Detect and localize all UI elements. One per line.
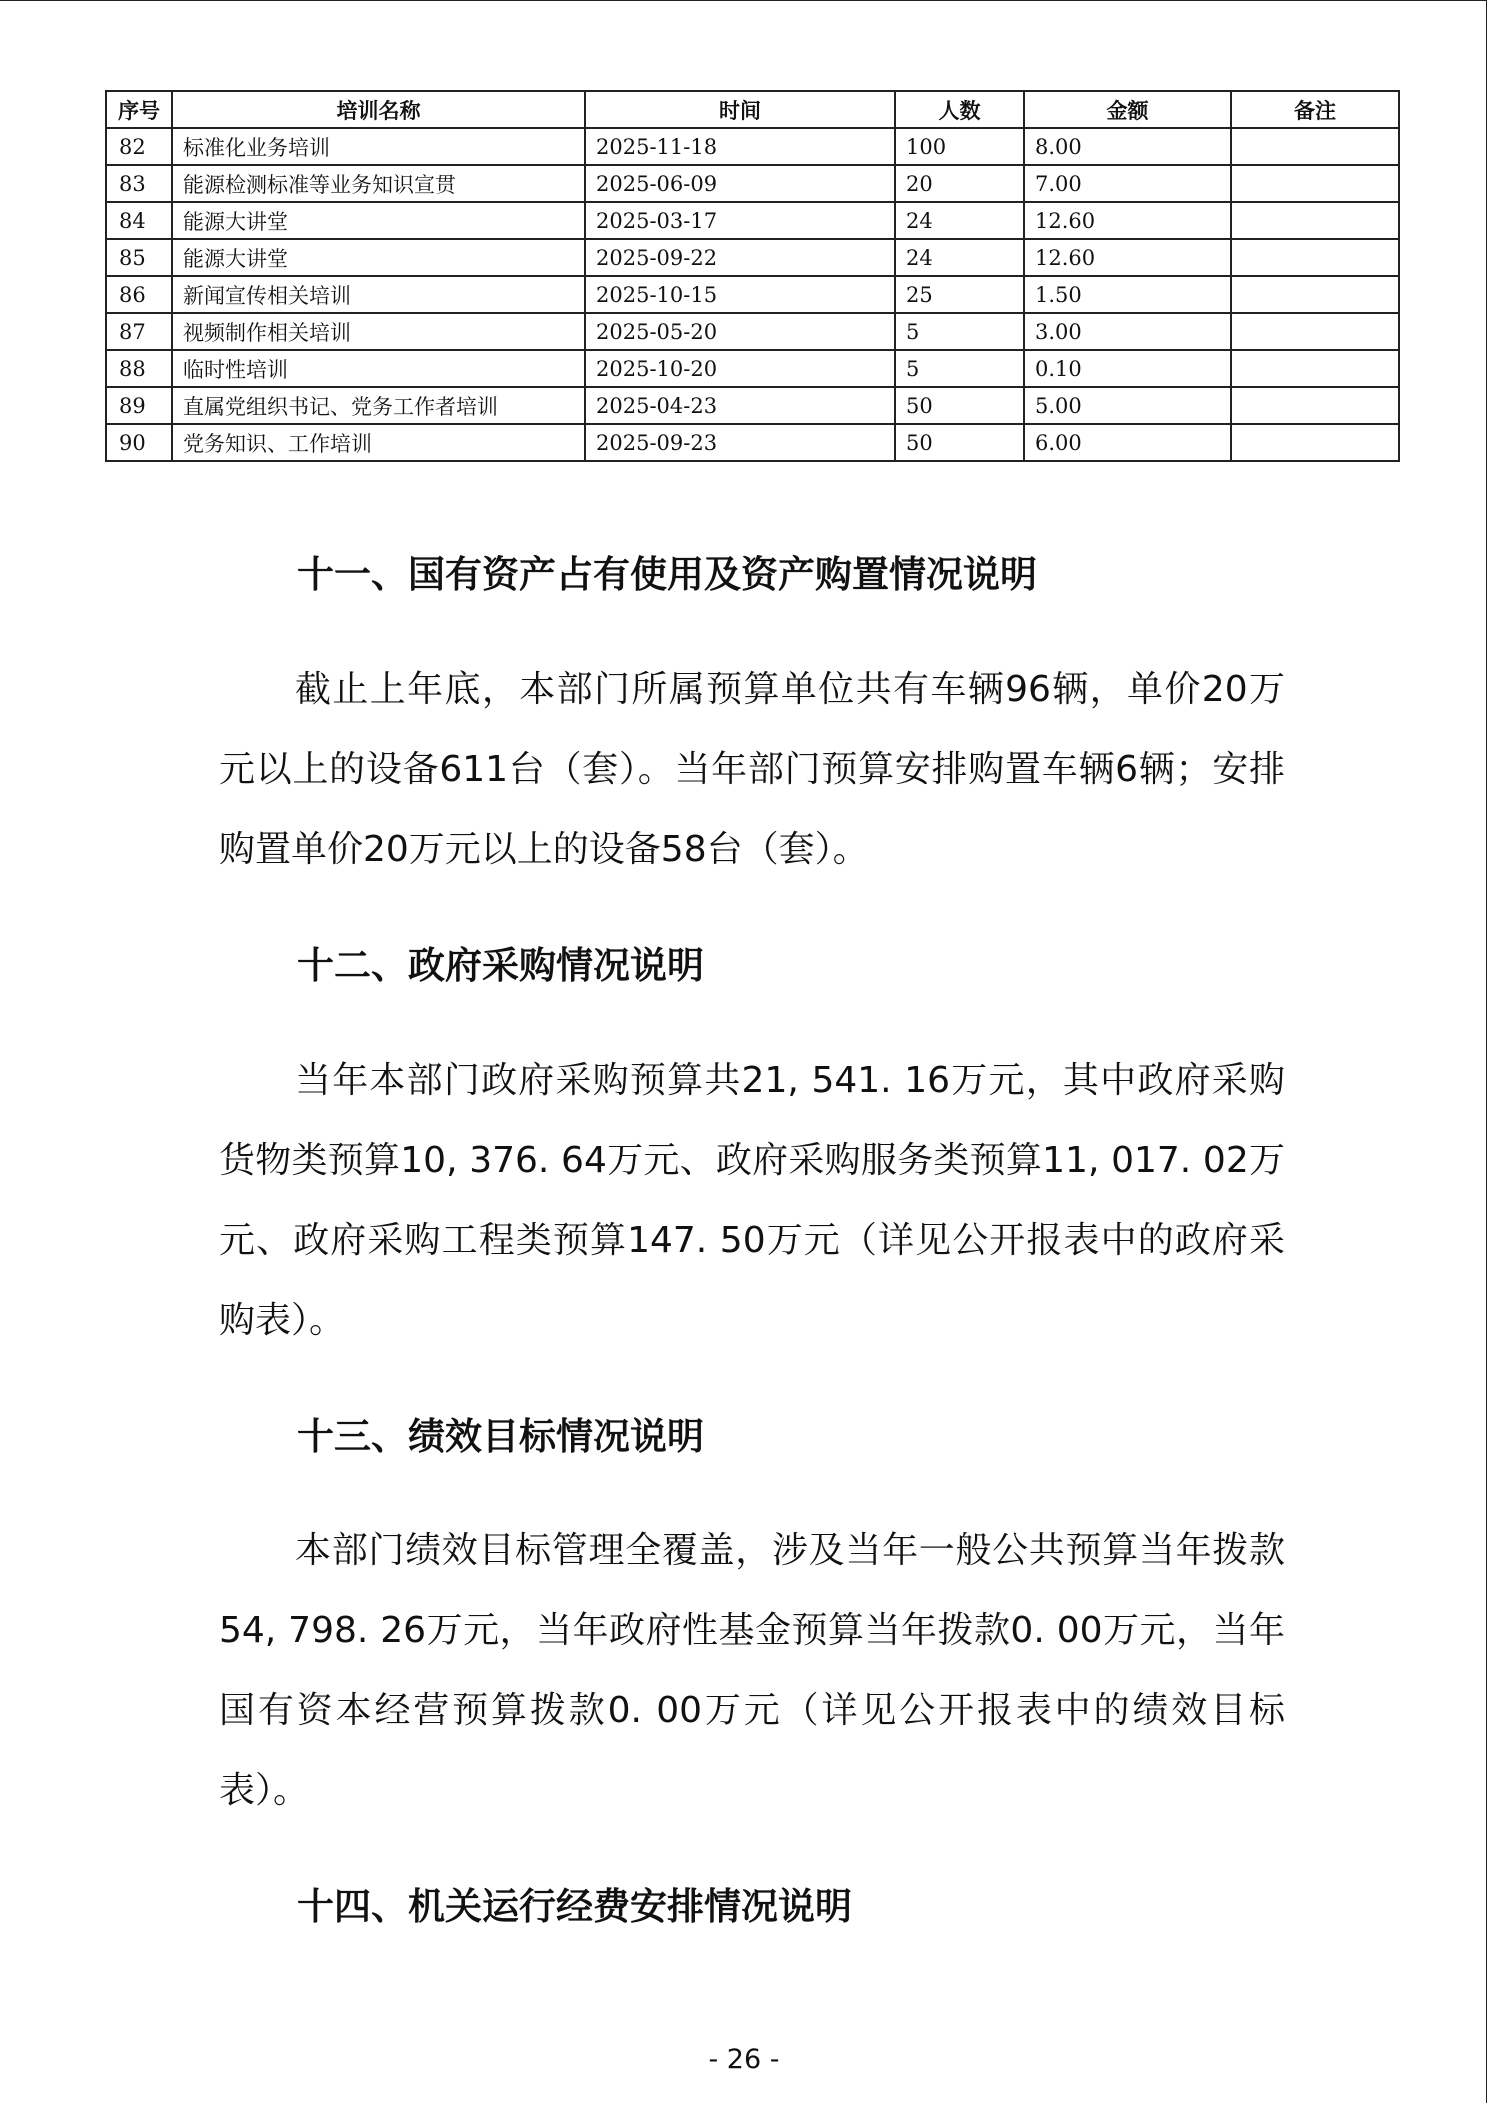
cell-date: 2025-06-09: [585, 165, 895, 202]
cell-remarks: [1231, 202, 1399, 239]
header-training-name: 培训名称: [172, 91, 585, 128]
table-row: [106, 350, 1399, 387]
cell-amount: 8.00: [1024, 128, 1231, 165]
cell-training-name: 视频制作相关培训: [172, 313, 585, 350]
cell-serial: 83: [106, 165, 172, 202]
header-amount: 金额: [1024, 91, 1231, 128]
section-13-paragraph: 本部门绩效目标管理全覆盖，涉及当年一般公共预算当年拨款54, 798. 26万元，当年政府性基金预算当年拨款0. 00万元，当年国有资本经营预算拨款0. 00万元（详见公开报表中的绩效目标表）。: [219, 1530, 1285, 1811]
cell-amount: 12.60: [1024, 202, 1231, 239]
page-number: - 26 -: [708, 2044, 780, 2075]
cell-serial: 88: [106, 350, 172, 387]
cell-headcount: 50: [895, 387, 1024, 424]
cell-remarks: [1231, 350, 1399, 387]
cell-serial: 89: [106, 387, 172, 424]
cell-remarks: [1231, 128, 1399, 165]
cell-training-name: 能源大讲堂: [172, 202, 585, 239]
cell-remarks: [1231, 276, 1399, 313]
cell-serial: 87: [106, 313, 172, 350]
section-11-paragraph: 截止上年底，本部门所属预算单位共有车辆96辆，单价20万元以上的设备611台（套）。当年部门预算安排购置车辆6辆；安排购置单价20万元以上的设备58台（套）。: [219, 669, 1285, 870]
cell-headcount: 24: [895, 202, 1024, 239]
table-row: [106, 128, 1399, 165]
cell-amount: 6.00: [1024, 424, 1231, 461]
cell-serial: 86: [106, 276, 172, 313]
cell-amount: 3.00: [1024, 313, 1231, 350]
table-row: [106, 424, 1399, 461]
cell-training-name: 标准化业务培训: [172, 128, 585, 165]
cell-headcount: 50: [895, 424, 1024, 461]
cell-amount: 12.60: [1024, 239, 1231, 276]
cell-training-name: 党务知识、工作培训: [172, 424, 585, 461]
cell-serial: 90: [106, 424, 172, 461]
section-11-heading: 十一、国有资产占有使用及资产购置情况说明: [297, 553, 1037, 596]
cell-date: 2025-09-23: [585, 424, 895, 461]
cell-training-name: 临时性培训: [172, 350, 585, 387]
cell-headcount: 5: [895, 350, 1024, 387]
cell-remarks: [1231, 165, 1399, 202]
cell-date: 2025-04-23: [585, 387, 895, 424]
table-row: [106, 313, 1399, 350]
section-12-paragraph: 当年本部门政府采购预算共21, 541. 16万元，其中政府采购货物类预算10, 376. 64万元、政府采购服务类预算11, 017. 02万元、政府采购工程类预算147. 50万元（详见公开报表中的政府采购表）。: [219, 1060, 1285, 1341]
table-row: [106, 165, 1399, 202]
cell-remarks: [1231, 313, 1399, 350]
cell-serial: 82: [106, 128, 172, 165]
cell-amount: 5.00: [1024, 387, 1231, 424]
cell-headcount: 100: [895, 128, 1024, 165]
cell-headcount: 24: [895, 239, 1024, 276]
cell-serial: 84: [106, 202, 172, 239]
header-headcount: 人数: [895, 91, 1024, 128]
cell-remarks: [1231, 387, 1399, 424]
cell-remarks: [1231, 239, 1399, 276]
header-date: 时间: [585, 91, 895, 128]
training-table: [105, 90, 1400, 462]
cell-training-name: 直属党组织书记、党务工作者培训: [172, 387, 585, 424]
cell-remarks: [1231, 424, 1399, 461]
cell-training-name: 能源检测标准等业务知识宣贯: [172, 165, 585, 202]
cell-date: 2025-03-17: [585, 202, 895, 239]
cell-amount: 7.00: [1024, 165, 1231, 202]
table-header-row: [106, 91, 1399, 128]
cell-date: 2025-10-20: [585, 350, 895, 387]
header-serial: 序号: [106, 91, 172, 128]
cell-headcount: 25: [895, 276, 1024, 313]
table-row: [106, 202, 1399, 239]
cell-date: 2025-05-20: [585, 313, 895, 350]
cell-date: 2025-11-18: [585, 128, 895, 165]
section-13-heading: 十三、绩效目标情况说明: [297, 1415, 704, 1458]
section-12-heading: 十二、政府采购情况说明: [297, 944, 704, 987]
cell-serial: 85: [106, 239, 172, 276]
cell-date: 2025-10-15: [585, 276, 895, 313]
cell-amount: 1.50: [1024, 276, 1231, 313]
section-14-heading: 十四、机关运行经费安排情况说明: [297, 1885, 852, 1928]
cell-date: 2025-09-22: [585, 239, 895, 276]
cell-headcount: 20: [895, 165, 1024, 202]
table-row: [106, 387, 1399, 424]
cell-headcount: 5: [895, 313, 1024, 350]
cell-amount: 0.10: [1024, 350, 1231, 387]
table-row: [106, 239, 1399, 276]
table-row: [106, 276, 1399, 313]
header-remarks: 备注: [1231, 91, 1399, 128]
cell-training-name: 新闻宣传相关培训: [172, 276, 585, 313]
cell-training-name: 能源大讲堂: [172, 239, 585, 276]
